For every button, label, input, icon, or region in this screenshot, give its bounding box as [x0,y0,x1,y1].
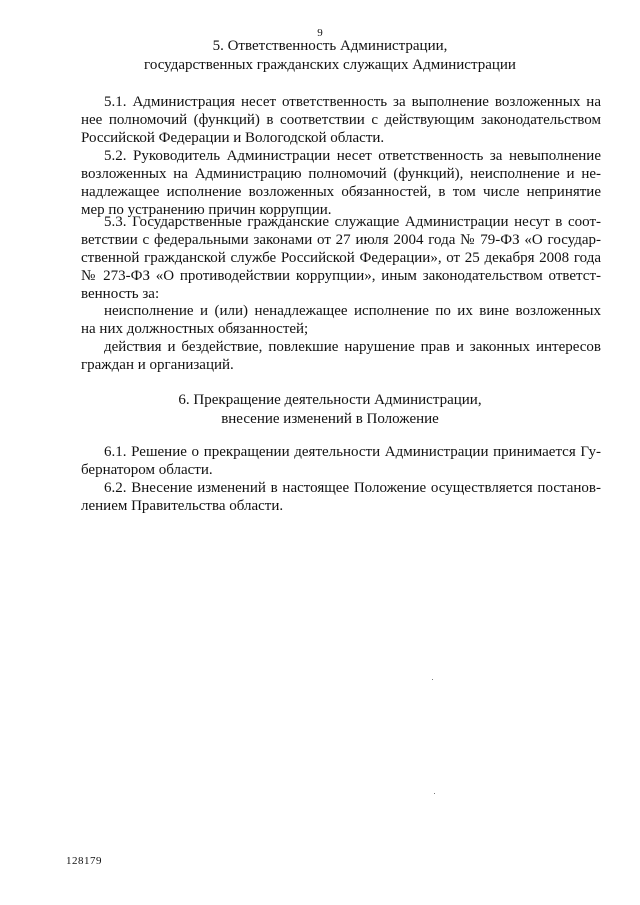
paragraph-6-2 [81,479,601,515]
section-6-heading-line-2: внесение изменений в Положение [221,411,439,427]
paragraph-line: ственной гражданской службе Российской Федерации», от 25 декабря 2008 года [81,250,601,266]
paragraph-line: 5.3. Государственные гражданские служащие Администрации несут в соот- [104,214,601,230]
paragraph-line: возложенных на Администрацию полномочий (функций), неисполнение и не- [81,166,601,182]
paragraph-line: неисполнение и (или) ненадлежащее исполнение по их вине возложенных [104,303,601,319]
paragraph-line: мер по устранению причин коррупции. [81,202,332,218]
paragraph-line: 5.2. Руководитель Администрации несет ответственность за невыполнение [104,148,601,164]
paragraph-line: надлежащее исполнение возложенных обязанностей, в том числе непринятие [81,184,601,200]
paragraph-5-3 [81,213,601,303]
paragraph-line: бернатором области. [81,462,213,478]
paragraph-5-3-item-1 [81,302,601,338]
page-number: 9 [317,27,323,39]
scan-speck [432,679,433,680]
section-5-heading-line-1: 5. Ответственность Администрации, [212,38,448,54]
paragraph-5-1 [81,93,601,147]
paragraph-line: 5.1. Администрация несет ответственность за выполнение возложенных на [104,94,601,110]
scan-speck [434,793,435,794]
paragraph-line: нее полномочий (функций) в соответствии с действующим законодательством [81,112,601,128]
paragraph-line: действия и бездействие, повлекшие нарушение прав и законных интересов [104,339,601,355]
section-6-heading-line-1: 6. Прекращение деятельности Администрации, [178,392,482,408]
paragraph-6-1 [81,443,601,479]
paragraph-line: Российской Федерации и Вологодской области. [81,130,385,146]
section-6-heading [60,391,600,429]
section-5-heading-line-2: государственных гражданских служащих Администрации [144,57,516,73]
document-code: 128179 [66,855,102,867]
paragraph-line: 6.1. Решение о прекращении деятельности Администрации принимается Гу- [104,444,601,460]
paragraph-line: лением Правительства области. [81,498,284,514]
paragraph-line: граждан и организаций. [81,357,234,373]
paragraph-5-2 [81,147,601,219]
paragraph-line: 6.2. Внесение изменений в настоящее Положение осуществляется постанов- [104,480,601,496]
paragraph-line: № 273-ФЗ «О противодействии коррупции», иным законодательством ответст- [81,268,601,284]
paragraph-line: на них должностных обязанностей; [81,321,309,337]
paragraph-5-3-item-2 [81,338,601,374]
section-5-heading [60,37,600,75]
paragraph-line: венность за: [81,286,160,302]
paragraph-line: ветствии с федеральными законами от 27 июля 2004 года № 79-ФЗ «О государ- [81,232,601,248]
